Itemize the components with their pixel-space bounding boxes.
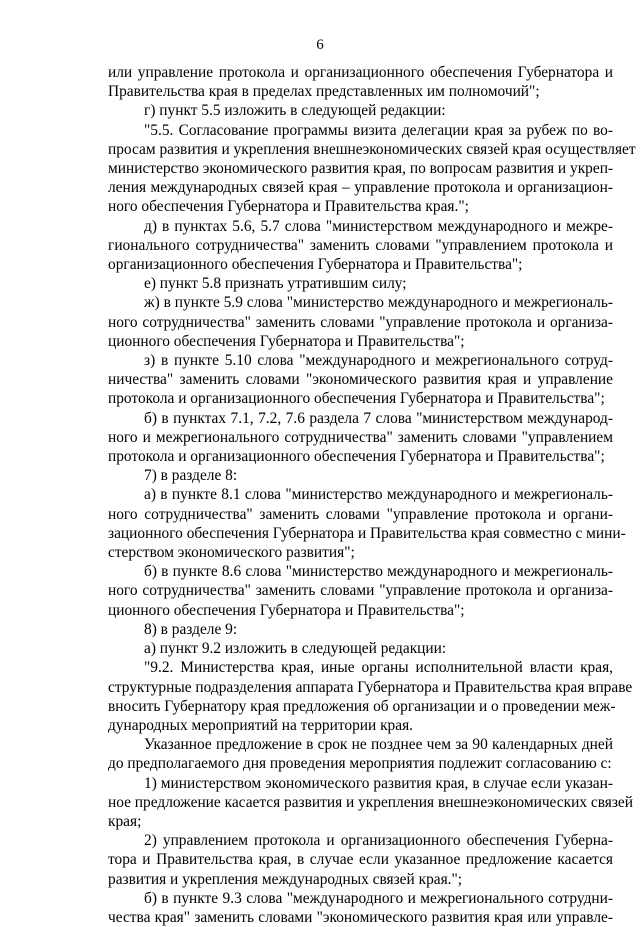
text-line: ного сотрудничества" заменить словами "управление протокола и организа-	[108, 313, 613, 331]
text-line: ж) в пункте 5.9 слова "министерство международного и межрегиональ-	[144, 294, 613, 312]
text-line: 7) в разделе 8:	[144, 467, 238, 485]
text-line: до предполагаемого дня проведения мероприятия подлежит согласованию с:	[108, 755, 612, 773]
text-line: Правительства края в пределах представленных им полномочий";	[108, 83, 540, 101]
text-line: ционного обеспечения Губернатора и Правительства";	[108, 332, 465, 350]
text-line: а) пункт 9.2 изложить в следующей редакции:	[144, 640, 447, 658]
text-line: "9.2. Министерства края, иные органы исполнительной власти края,	[144, 659, 613, 677]
text-line: б) в пункте 8.6 слова "министерство международного и межрегиональ-	[144, 563, 613, 581]
paragraph	[108, 639, 613, 658]
paragraph	[108, 735, 613, 773]
text-line: ного сотрудничества" заменить словами "управление протокола и органи-	[108, 505, 613, 523]
paragraph	[108, 889, 613, 927]
text-line: Указанное предложение в срок не позднее чем за 90 календарных дней	[144, 736, 613, 754]
paragraph	[108, 831, 613, 889]
document-body	[108, 63, 636, 927]
paragraph	[108, 121, 636, 217]
text-line: края;	[108, 812, 142, 830]
text-line: "5.5. Согласование программы визита делегации края за рубеж по во-	[144, 121, 613, 139]
text-line: чества края" заменить словами "экономического развития края или управле-	[108, 908, 613, 926]
paragraph	[108, 351, 613, 409]
page-number: 6	[316, 37, 324, 53]
paragraph	[108, 774, 633, 832]
text-line: организационного обеспечения Губернатора и Правительства";	[108, 256, 523, 274]
text-line: развития и укрепления международных связей края.";	[108, 870, 463, 888]
text-line: протокола и организационного обеспечения Губернатора и Правительства";	[108, 390, 605, 408]
text-line: б) в пунктах 7.1, 7.2, 7.6 раздела 7 слова "министерством международ-	[144, 409, 613, 427]
text-line: г) пункт 5.5 изложить в следующей редакции:	[144, 102, 446, 120]
text-line: ного сотрудничества" заменить словами "управление протокола и организа-	[108, 582, 613, 600]
text-line: протокола и организационного обеспечения Губернатора и Правительства";	[108, 448, 605, 466]
paragraph	[108, 409, 613, 467]
text-line: зационного обеспечения Губернатора и Правительства края совместно с мини-	[108, 524, 626, 542]
text-line: вносить Губернатору края предложения об организации и о проведении меж-	[108, 697, 616, 715]
text-line: тора и Правительства края, в случае если указанное предложение касается	[108, 851, 613, 869]
text-line: дународных мероприятий на территории края.	[108, 716, 414, 734]
text-line: ного обеспечения Губернатора и Правительства края.";	[108, 198, 469, 216]
paragraph	[108, 274, 613, 293]
text-line: просам развития и укрепления внешнеэкономических связей края осуществляет	[108, 140, 636, 158]
text-line: гионального сотрудничества" заменить словами "управлением протокола и	[108, 236, 613, 254]
paragraph	[108, 63, 613, 101]
paragraph	[108, 485, 626, 562]
text-line: е) пункт 5.8 признать утратившим силу;	[144, 275, 407, 293]
paragraph	[108, 101, 613, 120]
paragraph	[108, 620, 613, 639]
text-line: ничества" заменить словами "экономического развития края и управление	[108, 371, 613, 389]
paragraph	[108, 217, 613, 275]
text-line: 2) управлением протокола и организационного обеспечения Губерна-	[144, 832, 613, 850]
paragraph	[108, 466, 613, 485]
paragraph	[108, 293, 613, 351]
text-line: а) в пункте 8.1 слова "министерство международного и межрегиональ-	[144, 486, 613, 504]
paragraph	[108, 658, 633, 735]
text-line: б) в пункте 9.3 слова "международного и межрегионального сотрудни-	[144, 889, 613, 907]
text-line: 8) в разделе 9:	[144, 620, 238, 638]
text-line: или управление протокола и организационного обеспечения Губернатора и	[108, 64, 613, 81]
text-line: стерством экономического развития";	[108, 544, 355, 562]
text-line: ное предложение касается развития и укрепления внешнеэкономических связей	[108, 793, 633, 811]
text-line: министерство экономического развития края, по вопросам развития и укреп-	[108, 160, 614, 178]
text-line: структурные подразделения аппарата Губернатора и Правительства края вправе	[108, 678, 633, 696]
text-line: ционного обеспечения Губернатора и Правительства";	[108, 601, 465, 619]
text-line: з) в пункте 5.10 слова "международного и межрегионального сотруд-	[144, 352, 613, 370]
text-line: ления международных связей края – управление протокола и организацион-	[108, 179, 613, 197]
text-line: д) в пунктах 5.6, 5.7 слова "министерством международного и межре-	[144, 217, 613, 235]
paragraph	[108, 562, 613, 620]
text-line: 1) министерством экономического развития края, в случае если указан-	[144, 774, 613, 792]
text-line: ного и межрегионального сотрудничества" заменить словами "управлением	[108, 428, 613, 446]
